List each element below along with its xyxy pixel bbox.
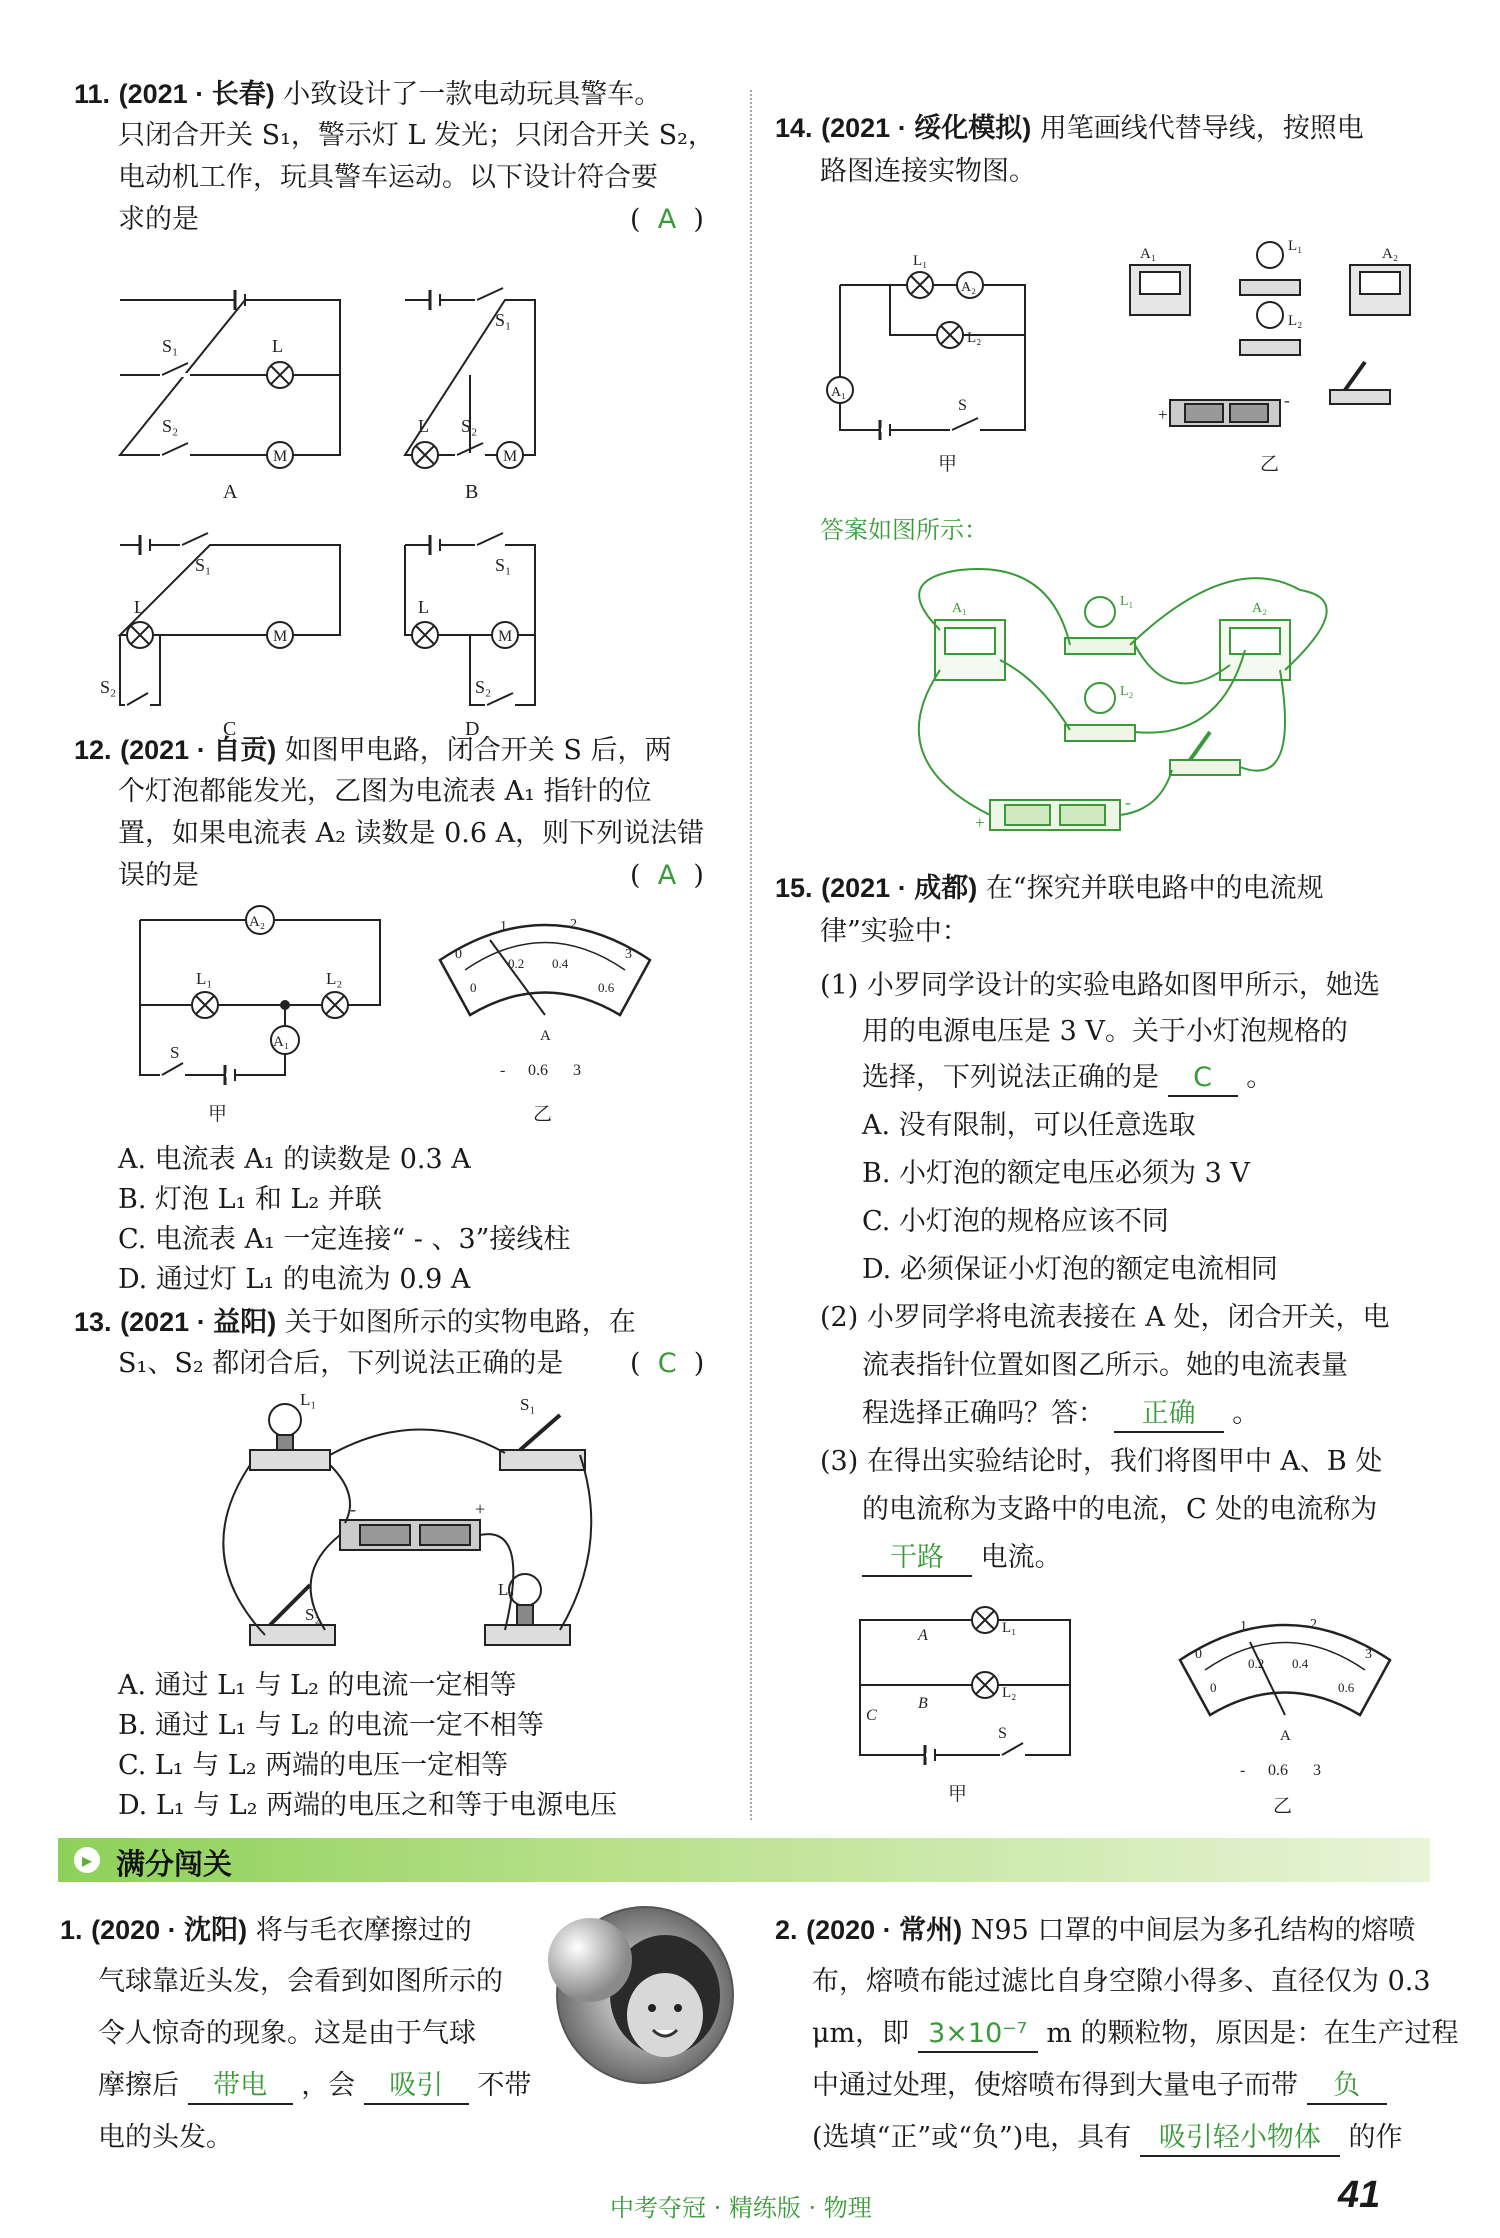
- label: +: [1158, 405, 1168, 424]
- label: -: [1125, 793, 1131, 812]
- q12-source: (2021 · 自贡): [120, 735, 277, 765]
- label: A₂: [1252, 601, 1267, 616]
- label: S: [170, 1043, 180, 1062]
- label: L₁: [1002, 1620, 1017, 1636]
- label: L₂: [1002, 1685, 1017, 1701]
- q15-p2-line1: (2) 小罗同学将电流表接在 A 处，闭合开关，电: [820, 1302, 1390, 1333]
- q15-p1-answer: C: [1168, 1061, 1238, 1097]
- label: A₁: [1140, 246, 1157, 262]
- q14-answer-label: 答案如图所示：: [820, 516, 988, 544]
- q15-circuit-jia: [860, 1607, 1070, 1805]
- label: +: [975, 813, 985, 832]
- q11-answer-bracket: ( A ): [630, 204, 704, 235]
- tick-label: 0.6: [1338, 1680, 1355, 1695]
- q15-line1: 在“探究并联电路中的电流规: [985, 873, 1324, 904]
- label: 甲: [208, 1104, 228, 1125]
- f1-line4-text: 不带: [477, 2070, 532, 2101]
- label: S₁: [195, 555, 212, 575]
- punct: 。: [1246, 1062, 1274, 1093]
- f2-line5-text: 的作: [1348, 2122, 1403, 2153]
- tick-label: 2: [1310, 1617, 1317, 1632]
- tick-label: 3: [1365, 1647, 1372, 1662]
- q12-line4: 误的是: [118, 860, 199, 891]
- q15-p1-line1: (1) 小罗同学设计的实验电路如图甲所示，她选: [820, 970, 1380, 1001]
- q15-line2: 律”实验中：: [820, 916, 969, 947]
- q12-circuit-jia: [140, 906, 380, 1125]
- tick-label: 3: [625, 947, 632, 962]
- label: +: [475, 1499, 486, 1519]
- f1-source: (2020 · 沈阳): [91, 1915, 248, 1945]
- q13-option-c: C. L₁ 与 L₂ 两端的电压一定相等: [118, 1750, 509, 1781]
- f2-line5-text: (选填“正”或“负”)电，具有: [812, 2122, 1132, 2153]
- label: A₂: [1382, 246, 1399, 262]
- label: A: [918, 1627, 928, 1644]
- label: S₂: [461, 416, 478, 436]
- label: S₂: [305, 1605, 321, 1624]
- label: 甲: [938, 454, 958, 475]
- label: S₁: [520, 1395, 536, 1414]
- q12-number: 12.: [74, 735, 112, 765]
- q12-option-c: C. 电流表 A₁ 一定连接“ - 、3”接线柱: [118, 1224, 571, 1255]
- q14-circuit-jia: [827, 253, 1025, 475]
- label: S₂: [475, 677, 492, 697]
- label: A₂: [249, 914, 266, 930]
- q14-source: (2021 · 绥化模拟): [821, 113, 1032, 143]
- q15-p3-line3: 电流。: [980, 1542, 1062, 1573]
- section-header: [58, 1838, 1430, 1882]
- terminal-label: 0.6: [528, 1062, 548, 1079]
- q14-components-yi: [1130, 238, 1410, 475]
- terminal-label: 3: [1313, 1762, 1321, 1779]
- q11-line4: 求的是: [118, 204, 199, 235]
- q11-circuit-b: [405, 288, 535, 503]
- label: L₂: [498, 1580, 515, 1599]
- f1-number: 1.: [60, 1915, 83, 1945]
- label: L₁: [196, 969, 213, 988]
- label: L: [134, 597, 145, 617]
- label: D: [465, 718, 480, 740]
- unit-label: A: [1280, 1728, 1291, 1744]
- label: L₂: [326, 969, 343, 988]
- f2-number: 2.: [775, 1915, 798, 1945]
- label: A: [223, 481, 238, 503]
- label: B: [918, 1695, 928, 1712]
- q13-answer: C: [657, 1348, 677, 1379]
- label: A₁: [273, 1034, 290, 1050]
- f1-line1: 将与毛衣摩擦过的: [255, 1915, 472, 1946]
- q14-line2: 路图连接实物图。: [820, 156, 1036, 187]
- tick-label: 0: [1210, 1680, 1217, 1695]
- label: L: [418, 597, 429, 617]
- q12-option-d: D. 通过灯 L₁ 的电流为 0.9 A: [118, 1264, 471, 1295]
- q11-circuit-c: [100, 533, 340, 740]
- f1-line4-text: ，会: [301, 2070, 356, 2101]
- q13-number: 13.: [74, 1307, 112, 1337]
- q13-answer-bracket: ( C ): [630, 1348, 705, 1379]
- q15-p1-line3: 选择，下列说法正确的是: [862, 1062, 1159, 1093]
- section-title: 满分闯关: [116, 1847, 233, 1881]
- q11-line3: 电动机工作，玩具警车运动。以下设计符合要: [118, 162, 658, 193]
- label: L: [418, 416, 429, 436]
- label: S: [998, 1725, 1007, 1742]
- q14-answer-diagram: [900, 560, 1370, 870]
- q15-p1-line2: 用的电源电压是 3 V。关于小灯泡规格的: [862, 1016, 1348, 1047]
- q14-number: 14.: [775, 113, 813, 143]
- q15-number: 15.: [775, 873, 813, 903]
- f2-answer-3: 吸引轻小物体: [1140, 2121, 1340, 2157]
- terminal-label: -: [500, 1062, 506, 1079]
- q15-p1-option-c: C. 小灯泡的规格应该不同: [862, 1206, 1169, 1237]
- f1-line5: 电的头发。: [98, 2122, 233, 2153]
- tick-label: 0: [470, 980, 477, 995]
- label: A₁: [952, 601, 967, 616]
- q11-answer: A: [657, 204, 677, 235]
- q15-figures: [840, 1590, 1440, 1820]
- q11-circuit-a: [120, 290, 340, 503]
- tick-label: 0.6: [598, 980, 615, 995]
- q13-line1: 关于如图所示的实物电路，在: [284, 1307, 636, 1338]
- q11-number: 11.: [74, 79, 111, 109]
- f2-line2: 布，熔喷布能过滤比自身空隙小得多、直径仅为 0.3: [812, 1966, 1431, 1997]
- q13-option-d: D. L₁ 与 L₂ 两端的电压之和等于电源电压: [118, 1790, 618, 1821]
- q12-line1: 如图甲电路，闭合开关 S 后，两: [284, 735, 672, 766]
- unit-label: A: [540, 1028, 551, 1044]
- f2-answer-2: 负: [1307, 2069, 1387, 2105]
- q14-line1: 用笔画线代替导线，按照电: [1039, 113, 1364, 144]
- q11-circuit-figures: [100, 280, 660, 740]
- tick-label: 0.4: [552, 956, 569, 971]
- f1-answer-1: 带电: [188, 2069, 293, 2105]
- chevron-right-icon: ▸: [74, 1847, 100, 1873]
- tick-label: 0: [1195, 1647, 1202, 1662]
- label: 乙: [1260, 454, 1280, 475]
- q15-p1-option-b: B. 小灯泡的额定电压必须为 3 V: [862, 1158, 1250, 1189]
- q11-source: (2021 · 长春): [118, 79, 275, 109]
- f2-answer-1: 3×10⁻⁷: [918, 2017, 1038, 2053]
- label: L: [272, 336, 283, 356]
- label: L₂: [1120, 684, 1134, 699]
- q15-ammeter-yi: [1180, 1617, 1390, 1817]
- q15-p2-line3: 程选择正确吗？答：: [862, 1398, 1105, 1429]
- f2-line3-text: μm，即: [812, 2018, 910, 2049]
- column-divider: [750, 90, 752, 1820]
- label: S₂: [100, 677, 117, 697]
- q15-source: (2021 · 成都): [821, 873, 978, 903]
- label: L₂: [967, 330, 982, 346]
- q11-circuit-d: [405, 533, 535, 740]
- tick-label: 0.2: [508, 956, 525, 971]
- q15-p1-option-a: A. 没有限制，可以任意选取: [862, 1110, 1196, 1141]
- q13-line2: S₁、S₂ 都闭合后，下列说法正确的是: [118, 1348, 564, 1379]
- label: S₁: [162, 336, 179, 356]
- q11-line1: 小致设计了一款电动玩具警车。: [283, 79, 662, 110]
- label: B: [465, 481, 479, 503]
- q13-option-b: B. 通过 L₁ 与 L₂ 的电流一定不相等: [118, 1710, 544, 1741]
- q13-physical-circuit: [230, 1390, 600, 1660]
- terminal-label: 0.6: [1268, 1762, 1288, 1779]
- q15-p3-line2: 的电流称为支路中的电流，C 处的电流称为: [862, 1494, 1378, 1525]
- q15-p2-line2: 流表指针位置如图乙所示。她的电流表量: [862, 1350, 1348, 1381]
- label: M: [273, 628, 288, 645]
- q13-option-a: A. 通过 L₁ 与 L₂ 的电流一定相等: [118, 1670, 517, 1701]
- f2-source: (2020 · 常州): [806, 1915, 963, 1945]
- label: L₁: [300, 1390, 317, 1409]
- q13-source: (2021 · 益阳): [120, 1307, 277, 1337]
- terminal-label: 3: [573, 1062, 581, 1079]
- q15-p3-line1: (3) 在得出实验结论时，我们将图甲中 A、B 处: [820, 1446, 1383, 1477]
- label: L₂: [1288, 313, 1303, 329]
- q12-option-a: A. 电流表 A₁ 的读数是 0.3 A: [118, 1144, 471, 1175]
- label: S: [958, 397, 967, 414]
- punct: 。: [1232, 1398, 1260, 1429]
- f2-line3-text: m 的颗粒物，原因是：在生产过程: [1046, 2018, 1459, 2049]
- q15-p2-answer: 正确: [1114, 1397, 1224, 1433]
- terminal-label: -: [1240, 1762, 1246, 1779]
- f2-line1: N95 口罩的中间层为多孔结构的熔喷: [970, 1915, 1416, 1946]
- q11-line2: 只闭合开关 S₁，警示灯 L 发光；只闭合开关 S₂，: [118, 120, 715, 151]
- label: S₂: [162, 416, 179, 436]
- tick-label: 0.4: [1292, 1656, 1309, 1671]
- footer-text: 中考夺冠 · 精练版 · 物理: [610, 2194, 872, 2222]
- label: -: [350, 1499, 356, 1519]
- q12-line2: 个灯泡都能发光，乙图为电流表 A₁ 指针的位: [118, 776, 652, 807]
- q12-line3: 置，如果电流表 A₂ 读数是 0.6 A，则下列说法错: [118, 818, 705, 849]
- label: 乙: [1273, 1796, 1293, 1817]
- label: L₁: [1120, 594, 1134, 609]
- label: 乙: [533, 1104, 553, 1125]
- label: 甲: [948, 1784, 968, 1805]
- label: C: [866, 1707, 877, 1724]
- q12-answer-bracket: ( A ): [630, 860, 704, 891]
- f1-line2: 气球靠近头发，会看到如图所示的: [98, 1966, 503, 1997]
- f1-line3: 令人惊奇的现象。这是由于气球: [98, 2018, 476, 2049]
- q12-ammeter-yi: [440, 917, 650, 1125]
- q15-p3-answer: 干路: [862, 1541, 972, 1577]
- label: A₂: [961, 280, 976, 295]
- label: M: [498, 628, 513, 645]
- label: C: [223, 718, 237, 740]
- q15-p1-option-d: D. 必须保证小灯泡的额定电流相同: [862, 1254, 1278, 1285]
- f2-line4-text: 中通过处理，使熔喷布得到大量电子而带: [812, 2070, 1298, 2101]
- f1-answer-2: 吸引: [364, 2069, 469, 2105]
- tick-label: 0: [455, 947, 462, 962]
- label: S₁: [495, 555, 512, 575]
- q14-figures: [810, 230, 1430, 490]
- tick-label: 0.2: [1248, 1656, 1265, 1671]
- balloon-hair-photo: [535, 1900, 730, 2090]
- tick-label: 2: [570, 917, 577, 932]
- page-number: 41: [1338, 2174, 1381, 2216]
- q12-answer: A: [657, 860, 677, 891]
- label: M: [503, 448, 518, 465]
- label: S₁: [495, 310, 512, 330]
- label: -: [1284, 391, 1290, 410]
- label: M: [273, 448, 288, 465]
- tick-label: 1: [1240, 1619, 1247, 1634]
- tick-label: 1: [500, 919, 507, 934]
- label: L₁: [913, 253, 928, 269]
- f1-line4-text: 摩擦后: [98, 2070, 179, 2101]
- label: L₁: [1288, 238, 1303, 254]
- label: A₁: [831, 385, 846, 400]
- q12-option-b: B. 灯泡 L₁ 和 L₂ 并联: [118, 1184, 382, 1215]
- q12-figures: [130, 900, 690, 1140]
